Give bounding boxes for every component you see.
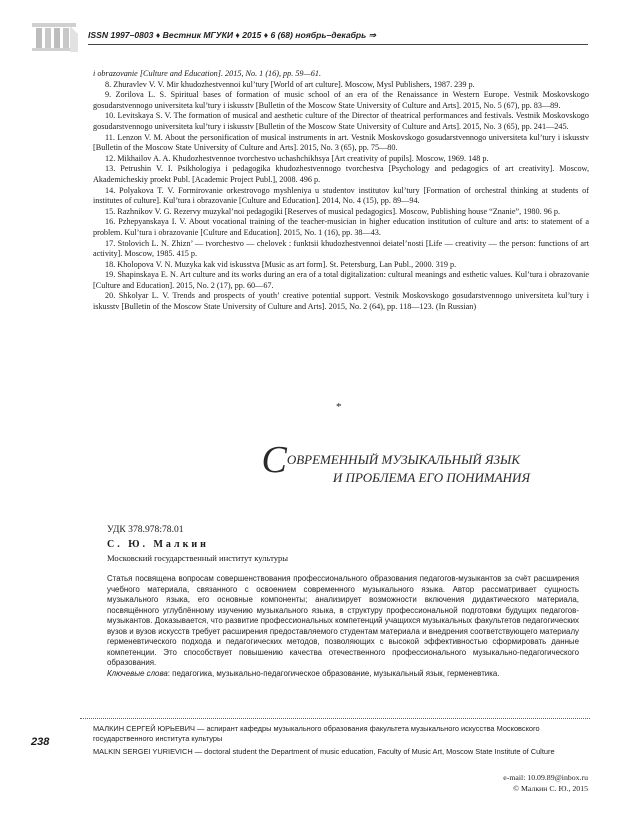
author-email: e-mail: 10.09.89@inbox.ru <box>503 773 588 782</box>
reference-item: 14. Polyakova T. V. Formirovanie orkestrovogo myshleniya u studentov institutov kul’tury [Formation of orchestral thinking at students of institutes of culture]. Kul’tura i obrazovanie [Culture and Education]. 2014, No. 4 (15), pp. 89—94. <box>93 185 589 206</box>
header-divider <box>88 44 588 45</box>
abstract-text: Статья посвящена вопросам совершенствования профессионального образования педагогов-музыкантов за счёт расширения учебного материала, связанного с освоением современного музыкального языка. Автор рассматривает сущность музыкального языка, его основные компоненты; анализирует возможности включения дидактического материала, посвящённого углублённому изучению музыкального языка, в структуру профессиональной подготовки будущих педагогов-музыкантов. Доказывается, что развитие профессиональных компетенций учащихся музыкальных факультетов педагогических вузов и вузов искусств требует расширения предоставляемого студентам материала и внедрения соответствующего материалу герменевтического подхода и педагогических методов, позволяющих с высокой эффективностью сформировать данные компетенции. Это способствует повышению качества отечественного профессионального музыкально-педагогического образования. <box>107 574 579 667</box>
reference-item: i obrazovanie [Culture and Education]. 2015, No. 1 (16), pp. 59—61. <box>93 69 322 78</box>
columns-logo-icon <box>30 20 78 52</box>
reference-item: 13. Petrushin V. I. Psikhologiya i pedagogika khudozhestvennogo tvorchestva [Psychology and pedagogics of art creativity]. Moscow, Akademicheskiy proekt Publ. [Academic Project Publ.], 2008. 496 p. <box>93 164 589 184</box>
section-separator: * <box>336 401 342 413</box>
title-line-1-text: ОВРЕМЕННЫЙ МУЗЫКАЛЬНЫЙ ЯЗЫК <box>286 452 520 467</box>
page-number: 238 <box>31 736 50 748</box>
reference-item: 11. Lenzon V. M. About the personification of musical instruments in art. Vestnik Moskovskogo gosudarstvennogo universiteta kul’tury i iskusstv [Bulletin of the Moscow State University of Culture and Arts]. 2015, No. 3 (65), pp. 75—80. <box>93 132 589 153</box>
reference-item: 10. Levitskaya S. V. The formation of musical and aesthetic culture of the Director of theatrical performances and festivals. Vestnik Moskovskogo gosudarstvennogo universiteta kul’tury i iskusstv [Bulletin of the Moscow State University of Culture and Arts]. 2015, No. 3 (65), pp. 241—245. <box>93 111 589 131</box>
reference-item: 20. Shkolyar L. V. Trends and prospects of youth’ creative potential support. Vestnik Moskovskogo gosudarstvennogo universiteta kul’tury i iskusstv [Bulletin of the Moscow State University of Culture and Arts]. 2015, No. 2 (64), pp. 118—123. (In Russian) <box>93 291 589 312</box>
page-header <box>0 0 617 62</box>
reference-item: 17. Stolovich L. N. Zhizn’ — tvorchestvo — chelovek : funktsii khudozhestvennoi deiatel’nosti [Life — creativity — the person: functions of art activity]. Moscow, 1985. 415 p. <box>93 238 589 259</box>
author-name: С. Ю. Малкин <box>107 539 209 550</box>
journal-issue-line: ISSN 1997–0803 ♦ Вестник МГУКИ ♦ 2015 ♦ 6 (68) ноябрь–декабрь ⇒ <box>88 30 376 40</box>
udk-code: УДК 378.978:78.01 <box>107 524 184 535</box>
author-note-en: MALKIN SERGEI YURIEVICH — doctoral student the Department of music education, Faculty of Music Art, Moscow State Institute of Culture <box>93 747 555 756</box>
title-line-2: И ПРОБЛЕМА ЕГО ПОНИМАНИЯ <box>332 470 530 485</box>
reference-item: 16. Pzhepyanskaya I. V. About vocational training of the teacher-musician in higher education institution of culture and arts: to statement of a problem. Kul’tura i obrazovanie [Culture and Education]. 2015, No. 1 (16), pp. 38—43. <box>93 217 589 237</box>
author-note-ru: МАЛКИН СЕРГЕЙ ЮРЬЕВИЧ — аспирант кафедры музыкального образования факультета музыкального искусства Московского государственного института культуры <box>93 724 540 743</box>
reference-item: 18. Kholopova V. N. Muzyka kak vid iskusstva [Music as art form]. St. Petersburg, Lan Publ., 2000. 319 p. <box>105 259 457 269</box>
reference-item: 8. Zhuravlev V. V. Mir khudozhestvennoi kul’tury [World of art culture]. Moscow, Mysl Publishers, 1987. 239 p. <box>105 79 475 89</box>
reference-item: 9. Zorilova L. S. Spiritual bases of formation of music school of an era of the Renaissance in Western Europe. Vestnik Moskovskogo gosudarstvennogo universiteta kul’tury i iskusstv [Bulletin of the Moscow State University of Culture and Arts]. 2015, No. 5 (67), pp. 83—89. <box>93 90 589 110</box>
title-initial: С <box>261 439 287 481</box>
author-affiliation: Московский государственный институт культуры <box>107 553 289 563</box>
footnote-divider <box>80 718 590 719</box>
abstract <box>107 574 579 679</box>
copyright: © Малкин С. Ю., 2015 <box>513 784 588 793</box>
keywords-label: Ключевые слова <box>107 668 168 678</box>
reference-item: 12. Mikhailov A. A. Khudozhestvennoe tvorchestvo uchashchikhsya [Art creativity of pupils]. Moscow, 1969. 148 p. <box>105 153 489 163</box>
reference-item: 19. Shapinskaya E. N. Art culture and its works during an era of a total digitalization: cultural meanings and esthetic values. Kul’tura i obrazovanie [Culture and Education]. 2015, No. 2 (17), pp. 60—67. <box>93 270 589 290</box>
reference-item: 15. Razhnikov V. G. Rezervy muzykal’noi pedagogiki [Reserves of musical pedagogics]. Moscow, Publishing house “Znanie”, 1980. 96 p. <box>105 206 561 216</box>
keywords-text: : педагогика, музыкально-педагогическое образование, музыкальный язык, герменевтика. <box>167 668 500 678</box>
reference-list <box>93 69 589 313</box>
